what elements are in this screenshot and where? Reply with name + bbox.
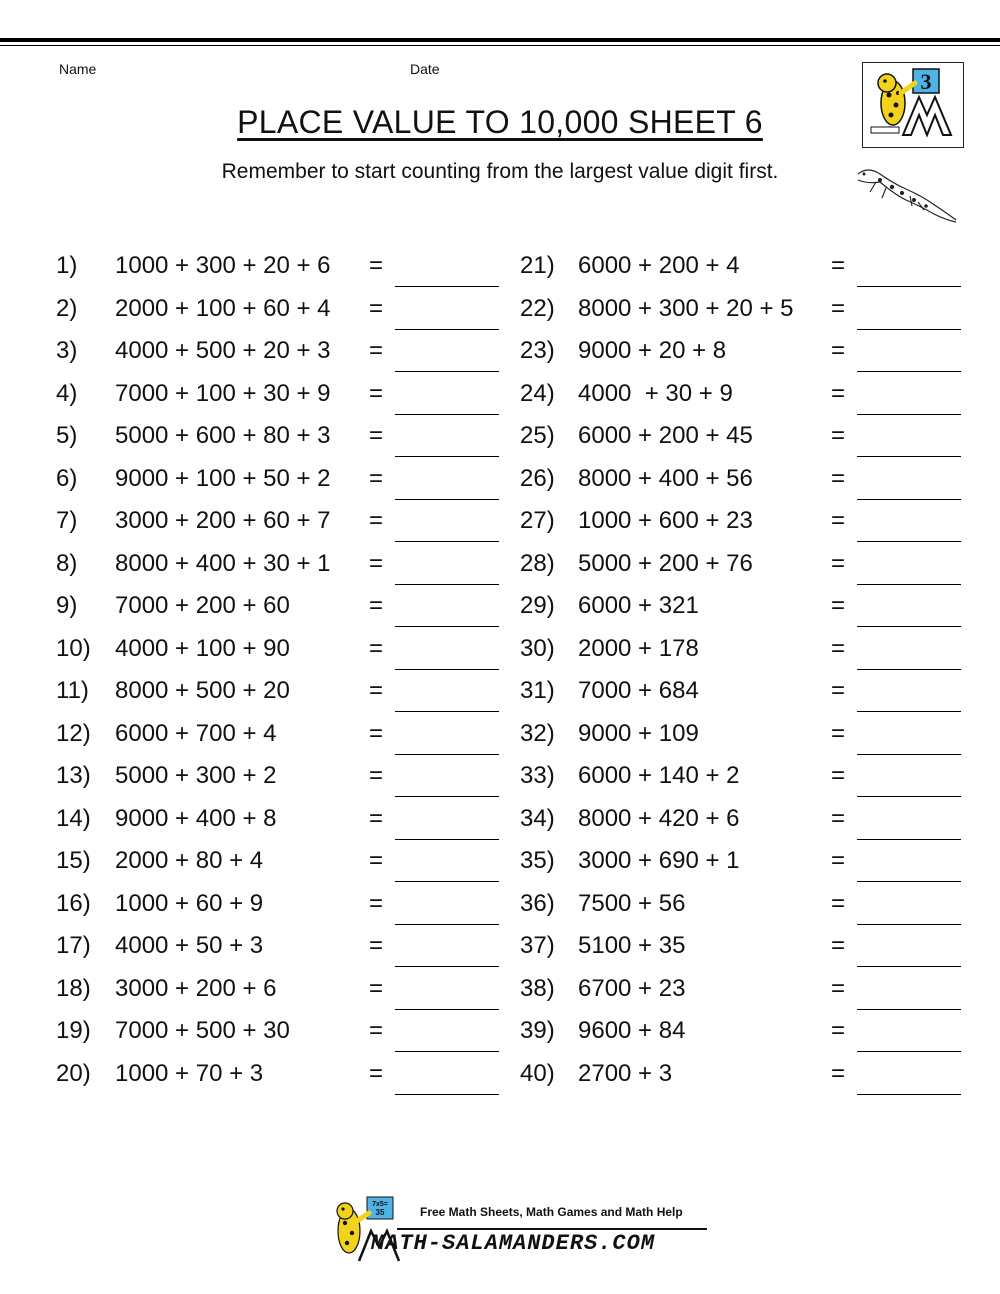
problem-row [520,1059,970,1099]
answer-blank[interactable] [395,924,499,925]
problem-row [56,251,506,291]
problem-number: 32) [520,719,555,747]
equals-sign: = [369,464,384,492]
answer-blank[interactable] [857,1094,961,1095]
equals-sign: = [369,592,384,619]
problem-row [520,1016,970,1056]
problem-expression: 7000 + 200 + 60 [115,592,290,619]
answer-blank[interactable] [857,924,961,925]
equals-sign: = [831,804,846,832]
equals-sign: = [369,634,384,662]
svg-text:7x5=: 7x5= [372,1201,388,1208]
problem-number: 38) [520,974,555,1002]
problem-number: 35) [520,847,555,874]
footer-brand-name: MATH-SALAMANDERS.COM [371,1231,656,1256]
problem-expression: 4000 + 100 + 90 [115,634,290,662]
problem-number: 2) [56,294,78,322]
problem-expression: 2000 + 100 + 60 + 4 [115,294,331,322]
problem-row [56,1059,506,1099]
problem-number: 31) [520,677,555,704]
footer-branding [325,1195,715,1265]
equals-sign: = [369,294,384,322]
problem-number: 37) [520,932,555,959]
answer-blank[interactable] [395,286,499,287]
problem-row [520,506,970,546]
answer-blank[interactable] [857,371,961,372]
problem-row [520,931,970,971]
equals-sign: = [369,762,384,789]
problem-expression: 7500 + 56 [578,889,686,917]
problem-number: 11) [56,677,89,704]
problem-row [56,676,506,716]
equals-sign: = [369,252,384,279]
problem-number: 14) [56,804,91,832]
problem-number: 18) [56,974,91,1002]
footer-tagline: Free Math Sheets, Math Games and Math Help [420,1205,683,1219]
problem-number: 20) [56,1059,91,1087]
answer-blank[interactable] [857,626,961,627]
problem-row [56,761,506,801]
problem-number: 9) [56,592,78,619]
problem-expression: 3000 + 690 + 1 [578,847,740,874]
footer-rule [397,1228,707,1230]
problem-number: 34) [520,804,555,832]
problem-expression: 6000 + 200 + 4 [578,252,740,279]
problem-row [520,464,970,504]
answer-blank[interactable] [395,881,499,882]
grade-number: 3 [920,69,932,94]
problem-expression: 8000 + 420 + 6 [578,804,740,832]
problem-expression: 3000 + 200 + 6 [115,974,277,1002]
problem-expression: 4000 + 50 + 3 [115,932,264,959]
equals-sign: = [369,889,384,917]
problem-expression: 8000 + 300 + 20 + 5 [578,294,794,322]
answer-blank[interactable] [395,499,499,500]
problem-expression: 1000 + 600 + 23 [578,507,753,534]
equals-sign: = [369,1017,384,1044]
problem-expression: 8000 + 400 + 56 [578,464,753,492]
answer-blank[interactable] [857,1051,961,1052]
top-rule [0,38,1000,42]
problem-expression: 6000 + 200 + 45 [578,422,753,449]
equals-sign: = [831,1017,846,1044]
problem-number: 30) [520,634,555,662]
problem-number: 40) [520,1059,555,1087]
problem-number: 12) [56,719,91,747]
problem-row [520,591,970,631]
answer-blank[interactable] [395,839,499,840]
problem-row [56,464,506,504]
answer-blank[interactable] [395,541,499,542]
answer-blank[interactable] [395,456,499,457]
page-title: PLACE VALUE TO 10,000 SHEET 6 [237,104,763,140]
answer-blank[interactable] [395,329,499,330]
problem-expression: 7000 + 684 [578,677,699,704]
problem-expression: 6700 + 23 [578,974,686,1002]
answer-blank[interactable] [857,414,961,415]
equals-sign: = [831,337,846,364]
problem-expression: 5000 + 200 + 76 [578,549,753,577]
answer-blank[interactable] [857,329,961,330]
equals-sign: = [831,464,846,492]
problem-number: 8) [56,549,78,577]
answer-blank[interactable] [857,1009,961,1010]
problem-number: 22) [520,294,555,322]
answer-blank[interactable] [395,584,499,585]
problem-row [56,846,506,886]
problem-row [56,506,506,546]
answer-blank[interactable] [395,796,499,797]
problem-row [56,1016,506,1056]
problem-expression: 1000 + 60 + 9 [115,889,264,917]
problem-row [520,294,970,334]
problem-row [56,634,506,674]
problem-expression: 4000 + 30 + 9 [578,379,733,407]
problem-expression: 5100 + 35 [578,932,686,959]
problem-row [520,379,970,419]
problem-row [56,974,506,1014]
answer-blank[interactable] [857,584,961,585]
answer-blank[interactable] [857,966,961,967]
problem-expression: 9000 + 20 + 8 [578,337,727,364]
problem-row [520,549,970,589]
problem-row [56,804,506,844]
problem-expression: 6000 + 140 + 2 [578,762,740,789]
problem-number: 25) [520,422,555,449]
answer-blank[interactable] [857,839,961,840]
problem-expression: 9000 + 109 [578,719,699,747]
equals-sign: = [831,889,846,917]
problem-number: 36) [520,889,555,917]
problem-number: 33) [520,762,555,789]
problem-row [56,889,506,929]
problem-row [520,336,970,376]
equals-sign: = [831,379,846,407]
problem-expression: 1000 + 70 + 3 [115,1059,264,1087]
answer-blank[interactable] [395,1009,499,1010]
problem-number: 13) [56,762,91,789]
problem-row [520,761,970,801]
answer-blank[interactable] [857,456,961,457]
equals-sign: = [831,422,846,449]
salamander-drawing [850,160,960,235]
equals-sign: = [831,634,846,662]
answer-blank[interactable] [857,541,961,542]
equals-sign: = [831,294,846,322]
problem-expression: 9000 + 100 + 50 + 2 [115,464,331,492]
salamander-icon [850,160,960,230]
problem-expression: 6000 + 321 [578,592,699,619]
answer-blank[interactable] [395,669,499,670]
problem-expression: 9000 + 400 + 8 [115,804,277,832]
problem-expression: 5000 + 600 + 80 + 3 [115,422,331,449]
equals-sign: = [831,677,846,704]
problem-row [56,591,506,631]
problem-number: 7) [56,507,78,534]
problem-expression: 5000 + 300 + 2 [115,762,277,789]
equals-sign: = [831,252,846,279]
answer-blank[interactable] [857,711,961,712]
answer-blank[interactable] [395,626,499,627]
equals-sign: = [831,719,846,747]
problem-expression: 1000 + 300 + 20 + 6 [115,252,331,279]
equals-sign: = [831,592,846,619]
problem-row [520,251,970,291]
problem-number: 1) [56,252,78,279]
problem-number: 10) [56,634,91,662]
equals-sign: = [369,507,384,534]
problem-number: 3) [56,337,78,364]
problem-number: 21) [520,252,555,279]
name-label: Name [59,61,97,77]
equals-sign: = [831,932,846,959]
equals-sign: = [369,379,384,407]
problem-number: 15) [56,847,91,874]
problem-expression: 9600 + 84 [578,1017,686,1044]
problem-number: 19) [56,1017,91,1044]
equals-sign: = [369,847,384,874]
equals-sign: = [831,974,846,1002]
equals-sign: = [369,677,384,704]
answer-blank[interactable] [395,371,499,372]
answer-blank[interactable] [395,966,499,967]
problem-row [520,421,970,461]
problem-row [56,931,506,971]
problem-expression: 2700 + 3 [578,1059,673,1087]
problem-number: 5) [56,422,78,449]
problem-row [56,336,506,376]
answer-blank[interactable] [395,754,499,755]
problem-number: 29) [520,592,555,619]
problem-expression: 7000 + 500 + 30 [115,1017,290,1044]
answer-blank[interactable] [395,1094,499,1095]
problem-row [56,421,506,461]
problem-expression: 6000 + 700 + 4 [115,719,277,747]
problem-number: 27) [520,507,555,534]
instructions-text: Remember to start counting from the largest value digit first. [221,160,779,183]
problem-number: 23) [520,337,555,364]
equals-sign: = [369,932,384,959]
problem-expression: 7000 + 100 + 30 + 9 [115,379,331,407]
problem-number: 39) [520,1017,555,1044]
equals-sign: = [369,337,384,364]
problem-row [520,634,970,674]
equals-sign: = [369,1059,384,1087]
equals-sign: = [369,974,384,1002]
answer-blank[interactable] [857,754,961,755]
answer-blank[interactable] [395,414,499,415]
answer-blank[interactable] [395,1051,499,1052]
problem-row [56,294,506,334]
problem-expression: 8000 + 500 + 20 [115,677,290,704]
problem-row [520,719,970,759]
equals-sign: = [831,1059,846,1087]
answer-blank[interactable] [857,796,961,797]
equals-sign: = [831,762,846,789]
problem-expression: 4000 + 500 + 20 + 3 [115,337,331,364]
problem-row [520,974,970,1014]
problem-row [520,676,970,716]
equals-sign: = [831,549,846,577]
problem-number: 26) [520,464,555,492]
equals-sign: = [831,507,846,534]
answer-blank[interactable] [857,499,961,500]
svg-text:35: 35 [375,1208,385,1217]
problem-expression: 2000 + 178 [578,634,699,662]
problem-row [56,719,506,759]
problem-number: 6) [56,464,78,492]
equals-sign: = [369,719,384,747]
problem-number: 4) [56,379,78,407]
equals-sign: = [369,422,384,449]
problem-row [520,846,970,886]
equals-sign: = [831,847,846,874]
problem-row [520,804,970,844]
answer-blank[interactable] [395,711,499,712]
problem-row [520,889,970,929]
problem-number: 17) [56,932,91,959]
problem-row [56,379,506,419]
problem-expression: 3000 + 200 + 60 + 7 [115,507,331,534]
problem-number: 28) [520,549,555,577]
problem-row [56,549,506,589]
problem-number: 16) [56,889,91,917]
answer-blank[interactable] [857,669,961,670]
problem-expression: 2000 + 80 + 4 [115,847,264,874]
answer-blank[interactable] [857,881,961,882]
equals-sign: = [369,804,384,832]
date-label: Date [410,61,440,77]
answer-blank[interactable] [857,286,961,287]
equals-sign: = [369,549,384,577]
top-rule-thin [0,45,1000,46]
problem-expression: 8000 + 400 + 30 + 1 [115,549,331,577]
problem-number: 24) [520,379,555,407]
